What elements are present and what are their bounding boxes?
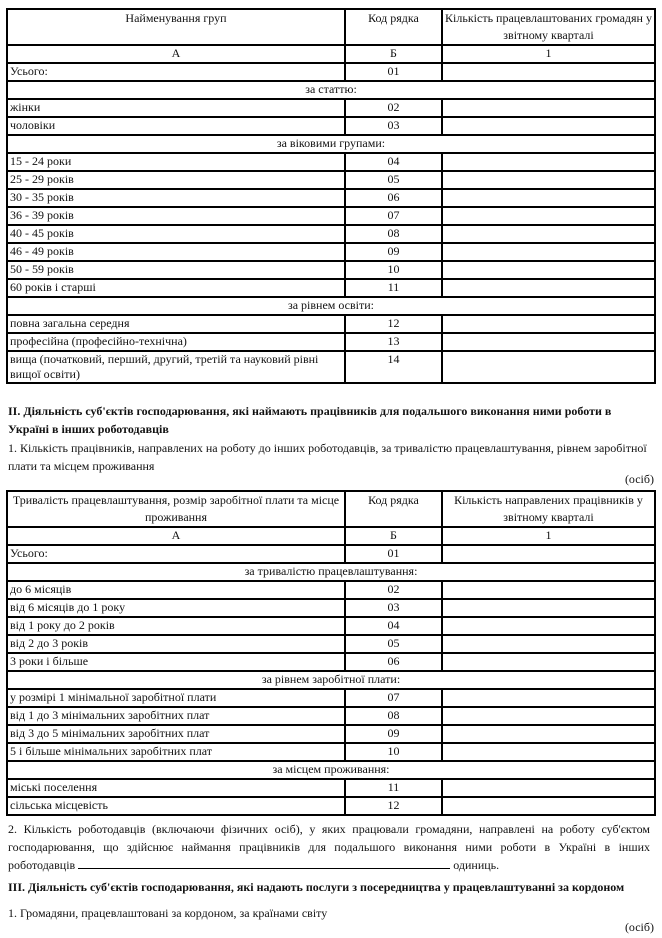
header-row-code: Код рядка xyxy=(345,491,442,527)
row-label: у розмірі 1 мінімальної заробітної плати xyxy=(7,689,345,707)
section-row xyxy=(7,761,655,779)
row-value-cell[interactable] xyxy=(442,545,655,563)
row-label: 3 роки і більше xyxy=(7,653,345,671)
column-code-b: Б xyxy=(345,45,442,63)
row-value-cell[interactable] xyxy=(442,225,655,243)
row-label: 40 - 45 років xyxy=(7,225,345,243)
row-label: від 6 місяців до 1 року xyxy=(7,599,345,617)
row-label: сільська місцевість xyxy=(7,797,345,815)
header-count: Кількість направлених працівників у звітному кварталі xyxy=(442,491,655,527)
row-label: повна загальна середня xyxy=(7,315,345,333)
header-duration: Тривалість працевлаштування, розмір заробітної плати та місце проживання xyxy=(7,491,345,527)
table-row xyxy=(7,171,655,189)
row-code: 10 xyxy=(345,743,442,761)
column-code-b: Б xyxy=(345,527,442,545)
row-value-cell[interactable] xyxy=(442,261,655,279)
section-label: за віковими групами: xyxy=(7,135,655,153)
section-row xyxy=(7,297,655,315)
section-label: за рівнем заробітної плати: xyxy=(7,671,655,689)
section-3-title: III. Діяльність суб'єктів господарювання, які надають послуги з посередництва у працевлаштуванні за кордоном xyxy=(8,880,625,894)
row-code: 11 xyxy=(345,779,442,797)
row-value-cell[interactable] xyxy=(442,207,655,225)
row-code: 07 xyxy=(345,689,442,707)
row-label: від 1 року до 2 років xyxy=(7,617,345,635)
table-row xyxy=(7,617,655,635)
row-value-cell[interactable] xyxy=(442,599,655,617)
row-value-cell[interactable] xyxy=(442,779,655,797)
row-label: професійна (професійно-технічна) xyxy=(7,333,345,351)
row-label: 60 років і старші xyxy=(7,279,345,297)
row-label: від 2 до 3 років xyxy=(7,635,345,653)
table-row xyxy=(7,225,655,243)
section-label: за тривалістю працевлаштування: xyxy=(7,563,655,581)
item-2-text: 2. Кількість роботодавців (включаючи фізичних осіб), у яких працювали громадяни, направлені на роботу суб'єктом господарювання, що здійснює наймання працівників для подальшого виконання ними роботи в Україні в інших роботодавців xyxy=(8,822,650,872)
table-row xyxy=(7,99,655,117)
item-2-unit: одиниць. xyxy=(453,858,500,872)
row-label: 46 - 49 років xyxy=(7,243,345,261)
row-value-cell[interactable] xyxy=(442,171,655,189)
row-value-cell[interactable] xyxy=(442,725,655,743)
row-value-cell[interactable] xyxy=(442,243,655,261)
row-code: 11 xyxy=(345,279,442,297)
table-row xyxy=(7,63,655,81)
table-row xyxy=(7,117,655,135)
section-row xyxy=(7,563,655,581)
row-code: 02 xyxy=(345,581,442,599)
row-value-cell[interactable] xyxy=(442,99,655,117)
row-label: жінки xyxy=(7,99,345,117)
table-directed-workers xyxy=(6,490,656,816)
table-row xyxy=(7,315,655,333)
section-2-title: II. Діяльність суб'єктів господарювання, які наймають працівників для подальшого виконання ними роботи в Україні в інших роботодавців xyxy=(8,404,612,436)
row-value-cell[interactable] xyxy=(442,315,655,333)
row-label: міські поселення xyxy=(7,779,345,797)
row-code: 12 xyxy=(345,797,442,815)
row-code: 12 xyxy=(345,315,442,333)
row-code: 14 xyxy=(345,351,442,383)
table-row xyxy=(7,189,655,207)
row-label: Усього: xyxy=(7,545,345,563)
section-3-item-1: 1. Громадяни, працевлаштовані за кордоном, за країнами світу xyxy=(8,906,328,920)
column-code-a: А xyxy=(7,527,345,545)
column-codes-row xyxy=(7,527,655,545)
row-label: вища (початковий, перший, другий, третій та науковий рівні вищої освіти) xyxy=(7,351,345,383)
row-code: 01 xyxy=(345,63,442,81)
table-row xyxy=(7,707,655,725)
row-value-cell[interactable] xyxy=(442,117,655,135)
row-value-cell[interactable] xyxy=(442,635,655,653)
unit-label: (осіб) xyxy=(624,920,654,934)
row-code: 02 xyxy=(345,99,442,117)
table-row xyxy=(7,725,655,743)
row-value-cell[interactable] xyxy=(442,689,655,707)
row-label: Усього: xyxy=(7,63,345,81)
row-value-cell[interactable] xyxy=(442,279,655,297)
row-value-cell[interactable] xyxy=(442,653,655,671)
table-row xyxy=(7,743,655,761)
row-code: 04 xyxy=(345,617,442,635)
table-row xyxy=(7,581,655,599)
row-value-cell[interactable] xyxy=(442,743,655,761)
row-value-cell[interactable] xyxy=(442,707,655,725)
row-code: 09 xyxy=(345,243,442,261)
row-value-cell[interactable] xyxy=(442,617,655,635)
row-code: 03 xyxy=(345,117,442,135)
column-codes-row xyxy=(7,45,655,63)
table-row xyxy=(7,207,655,225)
row-label: чоловіки xyxy=(7,117,345,135)
column-code-1: 1 xyxy=(442,45,655,63)
row-code: 08 xyxy=(345,707,442,725)
row-label: від 3 до 5 мінімальних заробітних плат xyxy=(7,725,345,743)
row-value-cell[interactable] xyxy=(442,333,655,351)
row-value-cell[interactable] xyxy=(442,153,655,171)
table-row xyxy=(7,279,655,297)
row-value-cell[interactable] xyxy=(442,63,655,81)
table-row xyxy=(7,653,655,671)
row-code: 04 xyxy=(345,153,442,171)
row-code: 05 xyxy=(345,171,442,189)
column-code-a: А xyxy=(7,45,345,63)
section-2-item-1: 1. Кількість працівників, направлених на роботу до інших роботодавців, за тривалістю працевлаштування, рівнем заробітної плати та місцем проживання xyxy=(8,441,647,473)
table-row xyxy=(7,153,655,171)
table-employed-citizens xyxy=(6,8,656,384)
section-2-item-2 xyxy=(8,820,650,874)
row-label: 50 - 59 років xyxy=(7,261,345,279)
row-value-cell[interactable] xyxy=(442,581,655,599)
row-label: 15 - 24 роки xyxy=(7,153,345,171)
table-row xyxy=(7,599,655,617)
row-code: 06 xyxy=(345,189,442,207)
table-row xyxy=(7,779,655,797)
employers-count-field[interactable] xyxy=(78,856,450,869)
row-label: 30 - 35 років xyxy=(7,189,345,207)
header-row-code: Код рядка xyxy=(345,9,442,45)
column-code-1: 1 xyxy=(442,527,655,545)
row-code: 08 xyxy=(345,225,442,243)
table-row xyxy=(7,635,655,653)
row-code: 03 xyxy=(345,599,442,617)
row-code: 13 xyxy=(345,333,442,351)
row-code: 01 xyxy=(345,545,442,563)
section-label: за статтю: xyxy=(7,81,655,99)
table-row xyxy=(7,243,655,261)
row-label: 25 - 29 років xyxy=(7,171,345,189)
table-row xyxy=(7,797,655,815)
row-label: 36 - 39 років xyxy=(7,207,345,225)
row-label: до 6 місяців xyxy=(7,581,345,599)
row-code: 10 xyxy=(345,261,442,279)
table-header-row xyxy=(7,491,655,527)
row-code: 09 xyxy=(345,725,442,743)
table-row xyxy=(7,689,655,707)
section-label: за рівнем освіти: xyxy=(7,297,655,315)
section-row xyxy=(7,671,655,689)
table-header-row xyxy=(7,9,655,45)
header-count: Кількість працевлаштованих громадян у звітному кварталі xyxy=(442,9,655,45)
row-value-cell[interactable] xyxy=(442,189,655,207)
section-label: за місцем проживання: xyxy=(7,761,655,779)
row-label: від 1 до 3 мінімальних заробітних плат xyxy=(7,707,345,725)
row-code: 05 xyxy=(345,635,442,653)
row-code: 07 xyxy=(345,207,442,225)
section-row xyxy=(7,81,655,99)
table-row xyxy=(7,351,655,383)
row-label: 5 і більше мінімальних заробітних плат xyxy=(7,743,345,761)
row-value-cell[interactable] xyxy=(442,797,655,815)
table-row xyxy=(7,261,655,279)
table-row xyxy=(7,333,655,351)
section-row xyxy=(7,135,655,153)
unit-label: (осіб) xyxy=(624,472,654,486)
table-row xyxy=(7,545,655,563)
header-group-name: Найменування груп xyxy=(7,9,345,45)
row-code: 06 xyxy=(345,653,442,671)
row-value-cell[interactable] xyxy=(442,351,655,383)
